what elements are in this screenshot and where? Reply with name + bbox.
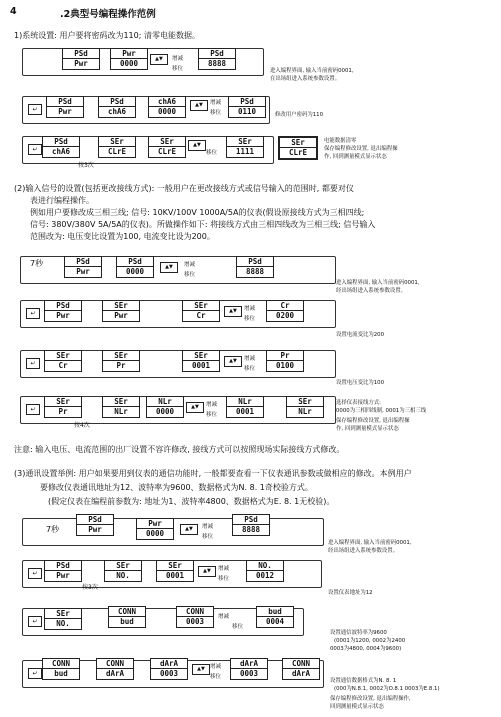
s3-title: (3)通讯设置举例: 用户如果要用到仪表的通信功能时, 一般都要查看一下仪表通讯参数或做相应的修改。本例用户 [14,469,412,478]
display: PSd Pwr [44,560,82,582]
section-title: .2典型号编程操作范例 [60,9,156,20]
enter-button[interactable]: ↵ [28,104,42,115]
display: SEr 1111 [226,136,264,158]
s1-r1-note-1: 在出场组进入系统参数设置。 [270,76,341,82]
enter-button[interactable]: ↵ [28,568,42,579]
shift-label: 移位 [206,412,218,418]
display: SEr 0001 [156,560,194,582]
notice: 注意: 输入电压、电流范围的出厂设置不容许修改, 接线方式可以按照现场实际接线方式修改。 [14,445,345,454]
s1-r1-note-0: 进入编程界面, 输入当前密码0001, [270,68,354,74]
inc-label: 增减 [244,306,256,312]
display: PSd 8888 [198,48,236,70]
display: PSd Pwr [76,514,114,536]
enter-button[interactable]: ↵ [28,616,42,627]
s1-r3-note-2: 作, 回到测量模式显示状态 [324,154,387,160]
display: NLr 0000 [146,396,184,418]
display: SEr NO. [104,560,142,582]
s2-r3-note: 设置电压变比为100 [336,380,385,386]
s2-r2-note: 设置电流变比为200 [336,332,385,338]
display: SEr NO. [44,608,82,630]
display: SEr NLr [102,396,140,418]
enter-button[interactable]: ↵ [26,308,40,319]
display: CONN bud [108,606,146,628]
shift-label: 移位 [206,150,218,156]
inc-label: 增减 [202,524,214,530]
display: PSd 0000 [116,256,154,278]
display: chA6 0000 [148,96,186,118]
updown-button[interactable]: ▲▼ [160,262,178,273]
s1-title: 1)系统设置: 用户要将密码改为110; 清零电能数据。 [14,31,200,40]
display: CONN 0003 [176,606,214,628]
shift-label: 移位 [244,366,256,372]
s2-times: 按4次 [74,422,90,429]
display: PSd chA6 [98,96,136,118]
s2-line-3: 范围改为: 电压变比设置为100, 电流变比设为200。 [30,232,215,241]
display: PSd Pwr [44,300,82,322]
display: Cr 0200 [266,300,304,322]
updown-button[interactable]: ▲▼ [198,566,216,577]
display: PSd 8888 [232,514,270,536]
display: dArA 0003 [230,658,268,680]
enter-button[interactable]: ↵ [28,144,42,155]
s1-r3-note-0: 电能数据清零 [324,138,357,144]
inc-label: 增减 [244,356,256,362]
section-number: 4 [10,6,17,17]
display: Pwr 0000 [136,518,174,540]
s2-r4-note-0: 选择仪表接线方式: [336,400,381,406]
s1-times: 按3次 [78,162,94,169]
display: PSd chA6 [42,136,80,158]
updown-button[interactable]: ▲▼ [180,524,198,535]
display: CONN dArA [282,658,320,680]
display: SEr Pr [44,396,82,418]
display: dArA 0003 [150,658,188,680]
display: bud 0004 [256,606,294,628]
inc-label: 增减 [206,402,218,408]
display: PSd Pwr [62,48,100,70]
s2-r1-note-0: 进入编程界面, 输入当前密码0001, [336,280,420,286]
display: CONN bud [42,658,80,680]
updown-button[interactable]: ▲▼ [186,402,204,413]
display: Pwr 0000 [110,48,148,70]
s3-r4-note-3: 回到测量模式显示状态 [330,704,384,710]
s3-r3-note-2: 0003为4800, 0004为9600) [330,646,402,652]
display: SEr Pr [102,350,140,372]
inc-label: 增减 [184,262,196,268]
s2-r1-note-1: 经出场组进入系统参数设置。 [336,288,407,294]
shift-label: 移位 [210,674,222,680]
s3-r1-note-1: 经出场组进入系统参数设置。 [328,548,399,554]
shift-label: 移位 [172,66,184,72]
display: PSd Pwr [64,256,102,278]
s2-title: (2)输入信号的设置(包括更改接线方式): 一般用户在更改接线方式或信号输入的范围时, 都要对仪 [14,184,354,193]
display: PSd 8888 [236,256,274,278]
s3-line-0: 要修改仪表通讯地址为12、波特率为9600、数据格式为N. 8. 1奇校验方式。 [40,483,313,492]
inc-label: 增减 [172,56,184,62]
display: SEr CLrE [278,136,318,160]
s2-r4-note-3: 作, 回到测量模式显示状态 [336,426,399,432]
s2-delay: 7秒 [30,259,44,268]
updown-button[interactable]: ▲▼ [192,664,210,675]
display: SEr CLrE [98,136,136,158]
display: NLr 0001 [226,396,264,418]
display: SEr Cr [182,300,220,322]
s3-r3-note-1: (0001为1200, 0002为2400 [334,638,406,644]
s2-line-1: 例如用户要修改成三相三线; 信号: 10KV/100V 1000A/5A的仪表(假设原接线方式为三相四线; [30,208,365,217]
s2-line-0: 表进行编程操作。 [30,196,94,205]
enter-button[interactable]: ↵ [26,358,40,369]
updown-button[interactable]: ▲▼ [188,140,206,151]
inc-label: 增减 [218,614,230,620]
s2-line-2: 信号: 380V/380V 5A/5A的仪表)。所做操作如下: 将接线方式由三相四线改为三相三线; 信号输入 [30,220,376,229]
updown-button[interactable]: ▲▼ [150,54,168,65]
s3-delay: 7秒 [46,525,60,534]
s3-r4-note-0: 设置通信数据格式为N. 8. 1 [330,678,397,684]
updown-button[interactable]: ▲▼ [224,356,242,367]
shift-label: 移位 [210,110,222,116]
display: SEr NLr [286,396,324,418]
enter-button[interactable]: ↵ [28,668,42,679]
shift-label: 移位 [184,272,196,278]
s1-r2-note: 修改用户密码为110 [275,112,324,118]
display: PSd Pwr [46,96,84,118]
shift-label: 移位 [232,624,244,630]
s3-r4-note-2: 保存编程修改设置, 退出编程操作, [330,696,411,702]
display: CONN dArA [96,658,134,680]
shift-label: 移位 [244,316,256,322]
s3-r2-note: 设置仪表地址为12 [328,590,373,596]
display: SEr Cr [44,350,82,372]
s2-r4-note-1: 0000为三相四线制, 0001为三相三线 [336,408,427,414]
s3-r1-note-0: 进入编程界面, 输入当前密码0001, [328,540,412,546]
display: Pr 0100 [266,350,304,372]
s2-r4-note-2: 保存编程修改设置, 退出编程操 [336,418,410,424]
shift-label: 移位 [202,534,214,540]
updown-button[interactable]: ▲▼ [190,100,208,111]
display: SEr 0001 [182,350,220,372]
display: NO. 0012 [246,560,284,582]
s1-r3-note-1: 保存编程修改设置, 退出编程操 [324,146,398,152]
inc-label: 增减 [210,664,222,670]
inc-label: 增减 [218,566,230,572]
s3-times: 按3次 [82,584,98,591]
display: PSd 0110 [228,96,266,118]
s3-r3-note-0: 设置通信波特率为9600 [330,630,387,636]
s3-line-1: (假定仪表在编程前参数为: 地址为1、波特率4800、数据格式为E. 8. 1无校验)。 [48,497,335,506]
display: SEr Pwr [102,300,140,322]
s3-r4-note-1: (000为N.8.1, 0002为O.8.1 0003为E.8.1) [334,686,440,692]
updown-button[interactable]: ▲▼ [224,306,242,317]
display: SEr CLrE [148,136,186,158]
enter-button[interactable]: ↵ [26,404,40,415]
inc-label: 增减 [210,100,222,106]
shift-label: 移位 [218,576,230,582]
